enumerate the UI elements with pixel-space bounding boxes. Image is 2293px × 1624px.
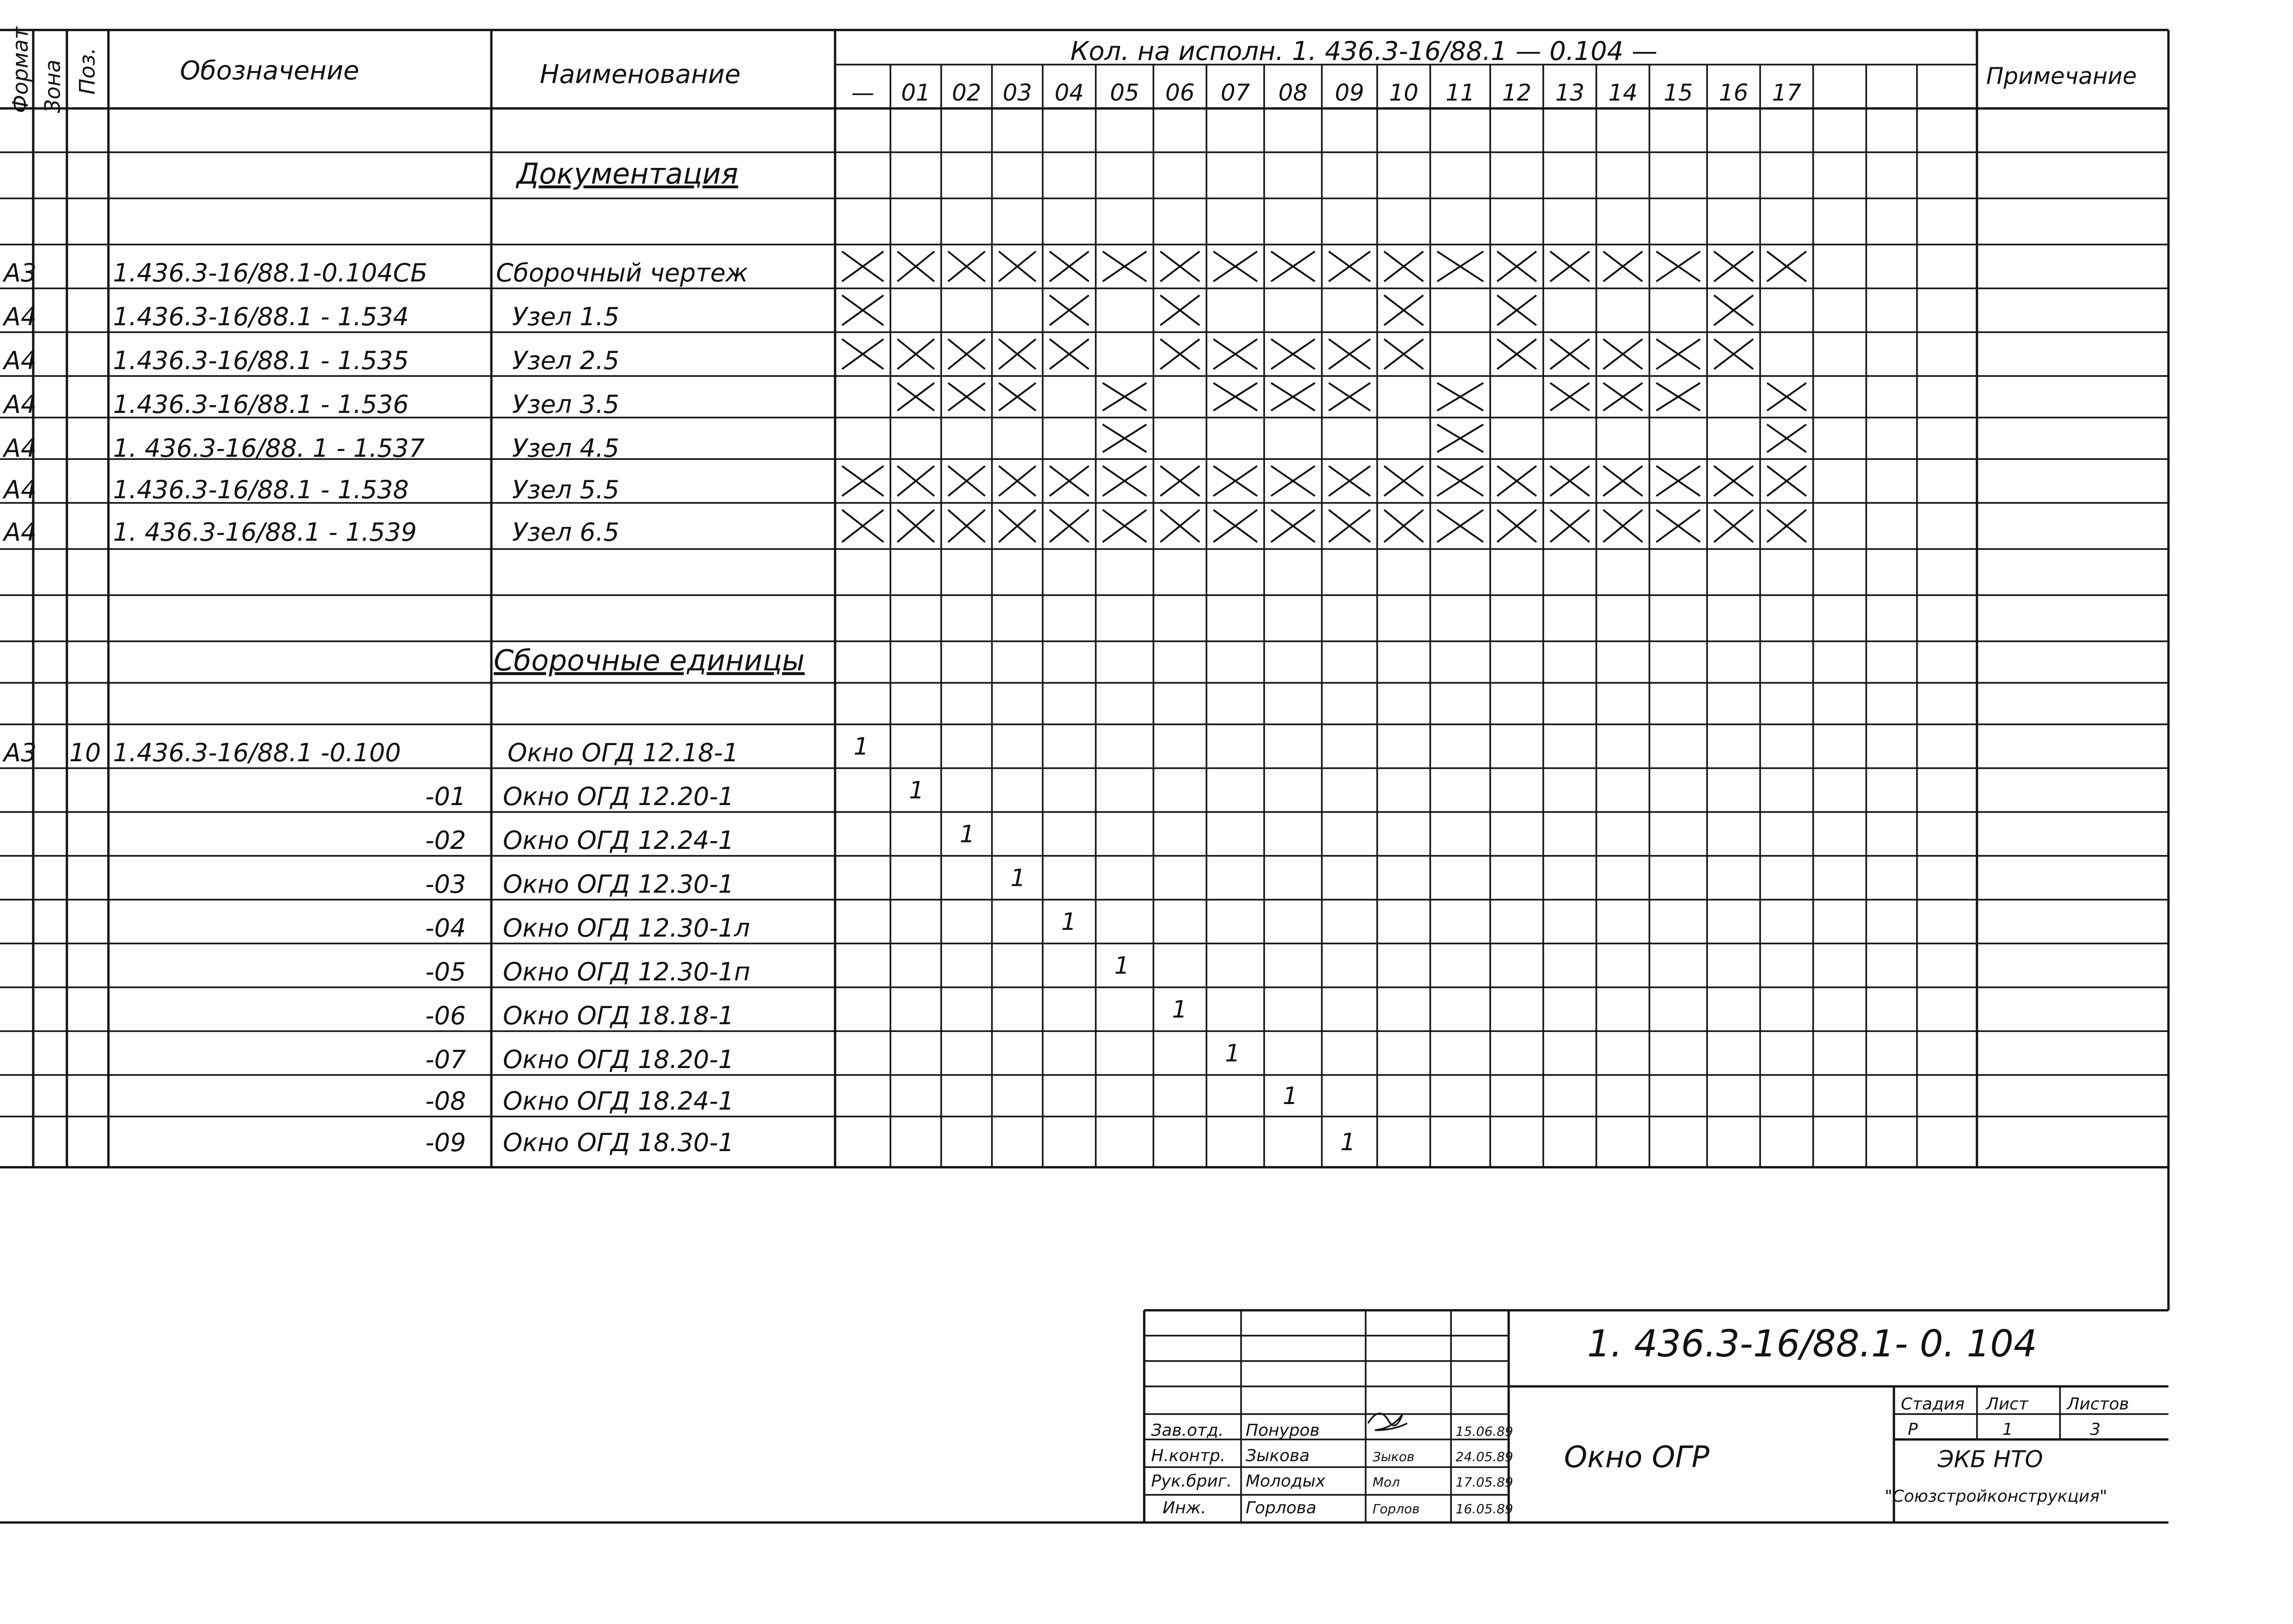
table-row bbox=[2, 346, 619, 375]
table-row bbox=[2, 302, 619, 331]
applicability-x-mark bbox=[1384, 251, 1423, 281]
signature-row bbox=[1151, 1472, 1513, 1491]
applicability-x-mark bbox=[897, 251, 934, 281]
name-cell: Окно ОГД 12.24-1 bbox=[503, 826, 734, 855]
role-cell: Рук.бриг. bbox=[1151, 1472, 1232, 1491]
applicability-x-mark bbox=[842, 295, 884, 325]
applicability-x-mark bbox=[1103, 510, 1146, 542]
format-cell: А4 bbox=[4, 434, 37, 463]
applicability-x-mark bbox=[1714, 510, 1753, 542]
applicability-x-mark bbox=[1213, 383, 1257, 411]
applicability-x-mark bbox=[842, 510, 884, 542]
signature-cell: Горлов bbox=[1373, 1501, 1420, 1517]
role-cell: Инж. bbox=[1163, 1499, 1206, 1517]
variant-label: 13 bbox=[1555, 79, 1585, 106]
designation-cell: 1. 436.3-16/88.1 - 1.539 bbox=[113, 518, 417, 547]
applicability-x-mark bbox=[1497, 510, 1536, 542]
applicability-x-mark bbox=[948, 251, 985, 281]
designation-cell: -01 bbox=[425, 782, 466, 811]
designation-cell: 1. 436.3-16/88. 1 - 1.537 bbox=[113, 434, 425, 463]
header-qty-title: Кол. на исполн. 1. 436.3-16/88.1 — 0.104 — bbox=[1070, 36, 1658, 66]
applicability-x-mark bbox=[842, 339, 884, 369]
name-cell: Сборочный чертеж bbox=[496, 258, 748, 287]
sheets-value: 3 bbox=[2090, 1420, 2101, 1439]
document-title: Окно ОГР bbox=[1564, 1440, 1709, 1475]
applicability-x-mark bbox=[999, 510, 1036, 542]
date-cell: 17.05.89 bbox=[1456, 1475, 1513, 1490]
document-code: 1. 436.3-16/88.1- 0. 104 bbox=[1587, 1322, 2037, 1365]
quantity-value: 1 bbox=[1114, 952, 1130, 980]
table-header bbox=[8, 26, 2137, 113]
quantity-value: 1 bbox=[960, 820, 975, 848]
applicability-x-mark bbox=[1603, 510, 1642, 542]
variant-label: 16 bbox=[1719, 79, 1749, 106]
stage-label: Стадия bbox=[1901, 1395, 1965, 1414]
variant-label: 08 bbox=[1278, 79, 1308, 106]
applicability-x-mark bbox=[1103, 466, 1146, 496]
applicability-x-mark bbox=[1714, 295, 1753, 325]
applicability-x-mark bbox=[1767, 383, 1806, 411]
quantity-value: 1 bbox=[1225, 1039, 1241, 1068]
sheet-label: Лист bbox=[1986, 1395, 2029, 1414]
format-cell: А3 bbox=[4, 258, 37, 287]
surname-cell: Понуров bbox=[1246, 1421, 1320, 1440]
header-name: Наименование bbox=[540, 60, 741, 90]
applicability-x-mark bbox=[1213, 510, 1257, 542]
applicability-x-mark bbox=[999, 466, 1036, 496]
designation-cell: -02 bbox=[425, 826, 466, 855]
variant-label: 14 bbox=[1608, 79, 1638, 106]
name-cell: Узел 6.5 bbox=[512, 518, 620, 547]
variant-label: 03 bbox=[1003, 79, 1032, 106]
applicability-x-mark bbox=[1550, 251, 1589, 281]
applicability-x-mark bbox=[1714, 466, 1753, 496]
applicability-x-mark bbox=[842, 251, 884, 281]
table-row bbox=[2, 390, 619, 419]
format-cell: А4 bbox=[4, 346, 37, 375]
applicability-x-mark bbox=[1160, 251, 1200, 281]
date-cell: 24.05.89 bbox=[1456, 1449, 1513, 1464]
format-cell: А4 bbox=[4, 390, 37, 419]
variant-label: — bbox=[851, 79, 874, 106]
designation-cell: -07 bbox=[425, 1045, 466, 1074]
table-row bbox=[425, 914, 750, 943]
table-grid bbox=[0, 30, 2168, 1310]
format-cell: А3 bbox=[4, 738, 37, 767]
applicability-x-mark bbox=[1437, 251, 1483, 281]
applicability-x-mark bbox=[1550, 383, 1589, 411]
name-cell: Окно ОГД 12.30-1п bbox=[503, 957, 751, 986]
applicability-x-mark bbox=[1550, 339, 1589, 369]
applicability-x-mark bbox=[948, 383, 985, 411]
applicability-x-mark bbox=[1329, 510, 1370, 542]
stage-value: Р bbox=[1908, 1420, 1918, 1439]
variant-label: 06 bbox=[1165, 79, 1195, 106]
signature-row bbox=[1163, 1499, 1513, 1517]
quantity-value: 1 bbox=[1340, 1128, 1356, 1156]
applicability-x-mark bbox=[1437, 466, 1483, 496]
applicability-x-mark bbox=[1603, 251, 1642, 281]
name-cell: Окно ОГД 12.30-1 bbox=[503, 870, 734, 899]
variant-label: 04 bbox=[1054, 79, 1084, 106]
date-cell: 15.06.89 bbox=[1456, 1424, 1513, 1439]
applicability-x-mark bbox=[1497, 339, 1536, 369]
name-cell: Узел 3.5 bbox=[512, 390, 620, 419]
table-row bbox=[425, 870, 734, 899]
table-row bbox=[425, 782, 734, 811]
quantity-value: 1 bbox=[909, 776, 925, 805]
applicability-x-mark bbox=[1103, 424, 1146, 452]
section-documentation: Документация bbox=[517, 157, 738, 191]
table-row bbox=[425, 957, 751, 986]
header-format: Формат bbox=[8, 27, 33, 113]
applicability-x-mark bbox=[1050, 339, 1089, 369]
designation-cell: 1.436.3-16/88.1 - 1.534 bbox=[113, 302, 409, 331]
applicability-x-mark bbox=[1384, 339, 1423, 369]
table-row bbox=[425, 1128, 734, 1157]
applicability-x-mark bbox=[1103, 251, 1146, 281]
applicability-x-mark bbox=[1213, 466, 1257, 496]
name-cell: Окно ОГД 12.30-1л bbox=[503, 914, 750, 943]
pos-cell: 10 bbox=[69, 738, 101, 767]
applicability-x-mark bbox=[1714, 339, 1753, 369]
variant-label: 15 bbox=[1663, 79, 1693, 106]
applicability-x-mark bbox=[1384, 466, 1423, 496]
table-row bbox=[425, 826, 734, 855]
applicability-x-mark bbox=[1767, 424, 1806, 452]
applicability-x-mark bbox=[1384, 295, 1423, 325]
applicability-x-mark bbox=[1271, 251, 1315, 281]
applicability-x-mark bbox=[1497, 295, 1536, 325]
applicability-x-mark bbox=[1213, 339, 1257, 369]
table-row bbox=[2, 518, 619, 547]
signature-row bbox=[1151, 1421, 1513, 1440]
quantity-value: 1 bbox=[854, 733, 869, 761]
signature-scribble bbox=[1368, 1414, 1407, 1430]
name-cell: Окно ОГД 18.18-1 bbox=[503, 1001, 734, 1030]
applicability-x-mark bbox=[1656, 510, 1700, 542]
applicability-x-mark bbox=[1603, 383, 1642, 411]
applicability-x-mark bbox=[1103, 383, 1146, 411]
applicability-x-mark bbox=[999, 251, 1036, 281]
table-row bbox=[2, 475, 619, 504]
designation-cell: -06 bbox=[425, 1001, 466, 1030]
applicability-x-mark bbox=[1603, 466, 1642, 496]
applicability-x-mark bbox=[1656, 383, 1700, 411]
applicability-marks bbox=[842, 251, 1806, 542]
quantity-value: 1 bbox=[1010, 864, 1026, 892]
applicability-x-mark bbox=[1271, 383, 1315, 411]
designation-cell: 1.436.3-16/88.1 - 1.536 bbox=[113, 390, 409, 419]
applicability-x-mark bbox=[1497, 251, 1536, 281]
sheets-label: Листов bbox=[2067, 1395, 2129, 1414]
surname-cell: Горлова bbox=[1246, 1499, 1317, 1517]
applicability-x-mark bbox=[1384, 510, 1423, 542]
signature-cell: Мол bbox=[1373, 1475, 1400, 1490]
applicability-x-mark bbox=[1271, 339, 1315, 369]
table-row bbox=[2, 258, 748, 287]
table-row bbox=[425, 1001, 734, 1030]
sheet-value: 1 bbox=[2002, 1420, 2013, 1439]
name-cell: Узел 5.5 bbox=[512, 475, 620, 504]
applicability-x-mark bbox=[1603, 339, 1642, 369]
designation-cell: -04 bbox=[425, 914, 466, 943]
applicability-x-mark bbox=[1213, 251, 1257, 281]
applicability-x-mark bbox=[1497, 466, 1536, 496]
name-cell: Узел 2.5 bbox=[512, 346, 620, 375]
applicability-x-mark bbox=[1329, 251, 1370, 281]
applicability-x-mark bbox=[1050, 295, 1089, 325]
quantity-marks bbox=[854, 733, 1355, 1157]
applicability-x-mark bbox=[1656, 251, 1700, 281]
name-cell: Окно ОГД 18.30-1 bbox=[503, 1128, 734, 1157]
variant-label: 05 bbox=[1110, 79, 1140, 106]
surname-cell: Молодых bbox=[1246, 1472, 1326, 1491]
applicability-x-mark bbox=[1656, 466, 1700, 496]
variant-label: 10 bbox=[1389, 79, 1419, 106]
org-subtitle: "Союзстройконструкция" bbox=[1885, 1487, 2108, 1506]
table-row bbox=[425, 1087, 734, 1116]
applicability-x-mark bbox=[1160, 339, 1200, 369]
applicability-x-mark bbox=[897, 339, 934, 369]
name-cell: Окно ОГД 18.24-1 bbox=[503, 1087, 734, 1116]
applicability-x-mark bbox=[1437, 383, 1483, 411]
designation-cell: -08 bbox=[425, 1087, 466, 1116]
designation-cell: -05 bbox=[425, 957, 466, 986]
name-cell: Узел 4.5 bbox=[512, 434, 620, 463]
table-row bbox=[425, 1045, 734, 1074]
format-cell: А4 bbox=[4, 302, 37, 331]
applicability-x-mark bbox=[1656, 339, 1700, 369]
variant-label: 07 bbox=[1220, 79, 1250, 106]
table-row bbox=[2, 738, 739, 767]
date-cell: 16.05.89 bbox=[1456, 1501, 1513, 1517]
variant-labels bbox=[851, 79, 1801, 106]
applicability-x-mark bbox=[897, 510, 934, 542]
variant-label: 02 bbox=[952, 79, 981, 106]
applicability-x-mark bbox=[1271, 466, 1315, 496]
applicability-x-mark bbox=[1050, 251, 1089, 281]
designation-cell: -09 bbox=[425, 1128, 466, 1157]
applicability-x-mark bbox=[948, 466, 985, 496]
applicability-x-mark bbox=[1767, 510, 1806, 542]
designation-cell: 1.436.3-16/88.1 -0.100 bbox=[113, 738, 401, 767]
applicability-x-mark bbox=[1050, 510, 1089, 542]
quantity-value: 1 bbox=[1061, 908, 1077, 936]
quantity-value: 1 bbox=[1172, 996, 1188, 1024]
applicability-x-mark bbox=[1550, 466, 1589, 496]
applicability-x-mark bbox=[999, 383, 1036, 411]
role-cell: Н.контр. bbox=[1151, 1446, 1226, 1465]
section-assemblies: Сборочные единицы bbox=[494, 644, 805, 677]
name-cell: Окно ОГД 18.20-1 bbox=[503, 1045, 734, 1074]
assembly-rows bbox=[2, 733, 1355, 1158]
applicability-x-mark bbox=[999, 339, 1036, 369]
format-cell: А4 bbox=[4, 518, 37, 547]
applicability-x-mark bbox=[1160, 295, 1200, 325]
applicability-x-mark bbox=[1550, 510, 1589, 542]
applicability-x-mark bbox=[1767, 251, 1806, 281]
applicability-x-mark bbox=[1437, 424, 1483, 452]
surname-cell: Зыкова bbox=[1246, 1446, 1310, 1465]
quantity-value: 1 bbox=[1283, 1082, 1298, 1110]
signature-row bbox=[1151, 1446, 1513, 1465]
designation-cell: 1.436.3-16/88.1 - 1.535 bbox=[113, 346, 409, 375]
format-cell: А4 bbox=[4, 475, 37, 504]
signature-cell: Зыков bbox=[1373, 1449, 1415, 1464]
applicability-x-mark bbox=[948, 510, 985, 542]
applicability-x-mark bbox=[1329, 383, 1370, 411]
applicability-x-mark bbox=[1271, 510, 1315, 542]
variant-label: 11 bbox=[1445, 79, 1475, 106]
designation-cell: 1.436.3-16/88.1 - 1.538 bbox=[113, 475, 409, 504]
org-name: ЭКБ НТО bbox=[1938, 1446, 2043, 1473]
name-cell: Окно ОГД 12.20-1 bbox=[503, 782, 734, 811]
designation-cell: -03 bbox=[425, 870, 466, 899]
header-zone: Зона bbox=[40, 60, 65, 113]
applicability-x-mark bbox=[897, 383, 934, 411]
variant-label: 12 bbox=[1502, 79, 1532, 106]
designation-cell: 1.436.3-16/88.1-0.104СБ bbox=[113, 258, 428, 287]
applicability-x-mark bbox=[1160, 466, 1200, 496]
name-cell: Окно ОГД 12.18-1 bbox=[508, 738, 739, 767]
variant-label: 09 bbox=[1335, 79, 1364, 106]
applicability-x-mark bbox=[1714, 251, 1753, 281]
applicability-x-mark bbox=[1767, 466, 1806, 496]
applicability-x-mark bbox=[1437, 510, 1483, 542]
role-cell: Зав.отд. bbox=[1151, 1421, 1224, 1440]
applicability-x-mark bbox=[948, 339, 985, 369]
header-pos: Поз. bbox=[75, 48, 100, 95]
variant-label: 01 bbox=[901, 79, 931, 106]
header-note: Примечание bbox=[1986, 63, 2137, 90]
applicability-x-mark bbox=[1160, 510, 1200, 542]
name-cell: Узел 1.5 bbox=[512, 302, 620, 331]
header-designation: Обозначение bbox=[180, 56, 359, 86]
applicability-x-mark bbox=[842, 466, 884, 496]
applicability-x-mark bbox=[897, 466, 934, 496]
applicability-x-mark bbox=[1329, 466, 1370, 496]
applicability-x-mark bbox=[1329, 339, 1370, 369]
applicability-x-mark bbox=[1050, 466, 1089, 496]
title-block bbox=[0, 1310, 2168, 1522]
variant-label: 17 bbox=[1772, 79, 1802, 106]
